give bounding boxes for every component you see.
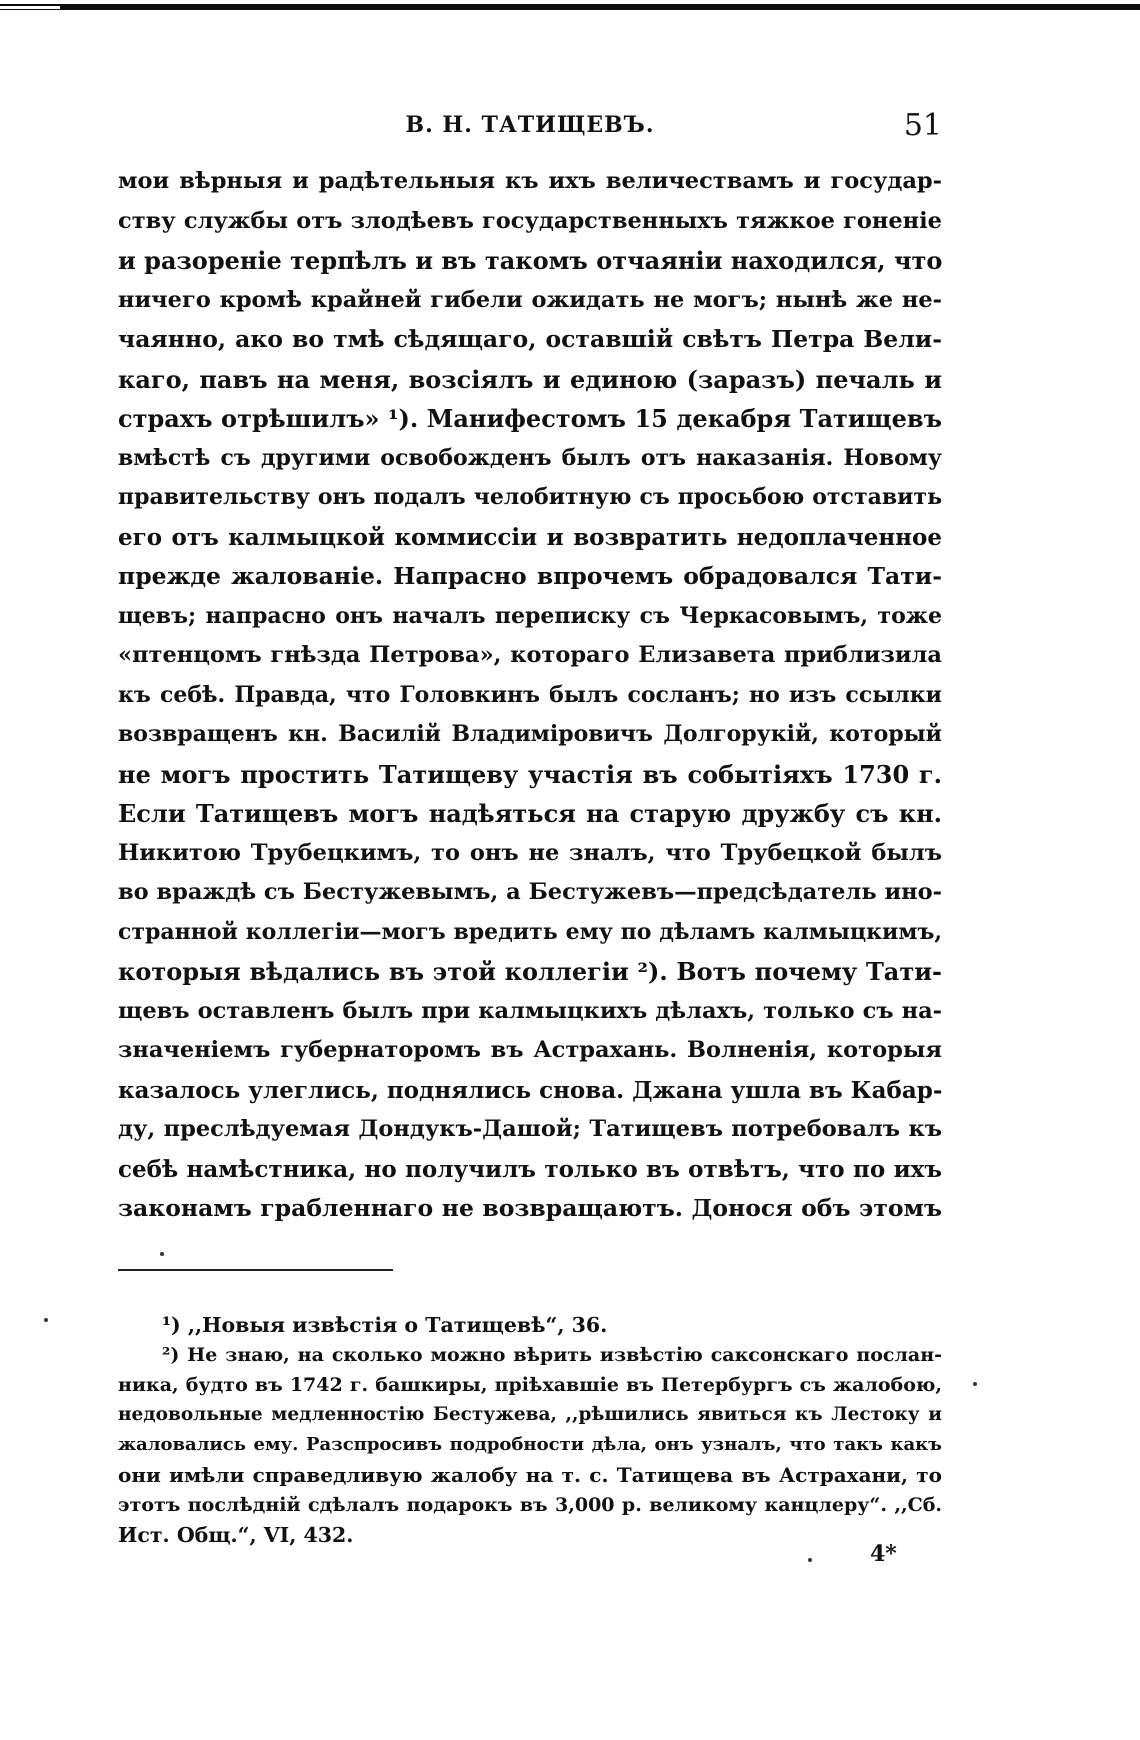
text-line: Никитою Трубецкимъ, то онъ не зналъ, что Трубецкой былъ	[118, 839, 942, 866]
text-line: щевъ оставленъ былъ при калмыцкихъ дѣлахъ, только съ на-	[118, 997, 942, 1024]
text-line: Если Татищевъ могъ надѣяться на старую дружбу съ кн.	[118, 799, 942, 828]
footnote-2-line: ника, будто въ 1742 г. башкиры, пріѣхавшіе въ Петербургъ съ жалобою,	[118, 1374, 942, 1396]
text-line: не могъ простить Татищеву участія въ событіяхъ 1730 г.	[118, 759, 942, 789]
main-text	[118, 162, 942, 1229]
top-edge-gap	[0, 6, 60, 9]
print-speck	[808, 1558, 812, 1562]
text-line: щевъ; напрасно онъ началъ переписку съ Черкасовымъ, тоже	[118, 602, 942, 629]
footnote-2-line: Ист. Общ.“, VI, 432.	[118, 1523, 354, 1547]
text-line: казалось улеглись, поднялись снова. Джана ушла въ Кабар-	[118, 1076, 943, 1104]
print-speck	[44, 1318, 48, 1322]
running-title: В. Н. ТАТИЩЕВЪ.	[405, 112, 655, 138]
text-line: возвращенъ кн. Василій Владиміровичъ Долгорукій, который	[118, 721, 942, 747]
text-line: и разореніе терпѣлъ и въ такомъ отчаяніи находился, что	[118, 246, 943, 275]
text-line: правительству онъ подалъ челобитную съ просьбою отставить	[118, 484, 942, 510]
text-line: прежде жалованіе. Напрасно впрочемъ обрадовался Тати-	[118, 562, 942, 590]
footnote-2-line: жаловались ему. Разспросивъ подробности дѣла, онъ узналъ, что такъ какъ	[118, 1434, 942, 1455]
footnote-1: ¹) ,,Новыя извѣстія о Татищевѣ“, 36.	[162, 1313, 608, 1337]
page-number: 51	[903, 108, 942, 143]
text-line: значеніемъ губернаторомъ въ Астрахань. Волненія, которыя	[118, 1037, 942, 1063]
footnote-2-line: этотъ послѣдній сдѣлалъ подарокъ въ 3,000 р. великому канцлеру“. ,,Сб.	[118, 1494, 942, 1516]
print-speck	[973, 1382, 977, 1386]
footnote-2-line: недовольные медленностію Бестужева, ,,рѣшились явиться къ Лестоку и	[118, 1404, 942, 1425]
page-header	[118, 108, 942, 144]
text-line: во враждѣ съ Бестужевымъ, а Бестужевъ—предсѣдатель ино-	[118, 879, 942, 905]
text-line: страхъ отрѣшилъ» ¹). Манифестомъ 15 декабря Татищевъ	[118, 404, 942, 433]
text-line: чаянно, ако во тмѣ сѣдящаго, оставшій свѣтъ Петра Вели-	[118, 325, 942, 353]
text-line: себѣ намѣстника, но получилъ только въ отвѣтъ, что по ихъ	[118, 1155, 942, 1183]
text-line: его отъ калмыцкой коммиссіи и возвратить недоплаченное	[118, 523, 942, 551]
footnotes	[118, 1310, 942, 1550]
text-line: законамъ грабленнаго не возвращаютъ. Донося объ этомъ	[118, 1194, 942, 1222]
print-speck	[160, 1252, 164, 1256]
text-line: «птенцомъ гнѣзда Петрова», котораго Елизавета приблизила	[118, 642, 942, 668]
signature-mark: 4*	[870, 1541, 897, 1567]
text-line: мои вѣрныя и радѣтельныя къ ихъ величествамъ и государ-	[118, 168, 942, 194]
text-line: къ себѣ. Правда, что Головкинъ былъ сосланъ; но изъ ссылки	[118, 681, 942, 708]
top-edge-rule	[0, 0, 1140, 12]
text-line: которыя вѣдались въ этой коллегіи ²). Вотъ почему Тати-	[118, 957, 942, 986]
text-line: каго, павъ на меня, возсіялъ и единою (заразъ) печаль и	[118, 364, 942, 394]
footnote-2-line: они имѣли справедливую жалобу на т. с. Татищева въ Астрахани, то	[118, 1463, 942, 1487]
text-line: вмѣстѣ съ другими освобожденъ былъ отъ наказанія. Новому	[118, 444, 942, 471]
text-line: ничего кромѣ крайней гибели ожидать не могъ; нынѣ же не-	[118, 286, 942, 313]
text-line: странной коллегіи—могъ вредить ему по дѣламъ калмыцкимъ,	[118, 918, 942, 945]
footnote-separator	[118, 1269, 393, 1271]
footnote-2-line: ²) Не знаю, на сколько можно вѣрить извѣстію саксонскаго послан-	[162, 1344, 942, 1366]
text-line: ду, преслѣдуемая Дондукъ-Дашой; Татищевъ потребовалъ къ	[118, 1116, 942, 1142]
text-line: ству службы отъ злодѣевъ государственныхъ тяжкое гоненіе	[118, 207, 942, 234]
